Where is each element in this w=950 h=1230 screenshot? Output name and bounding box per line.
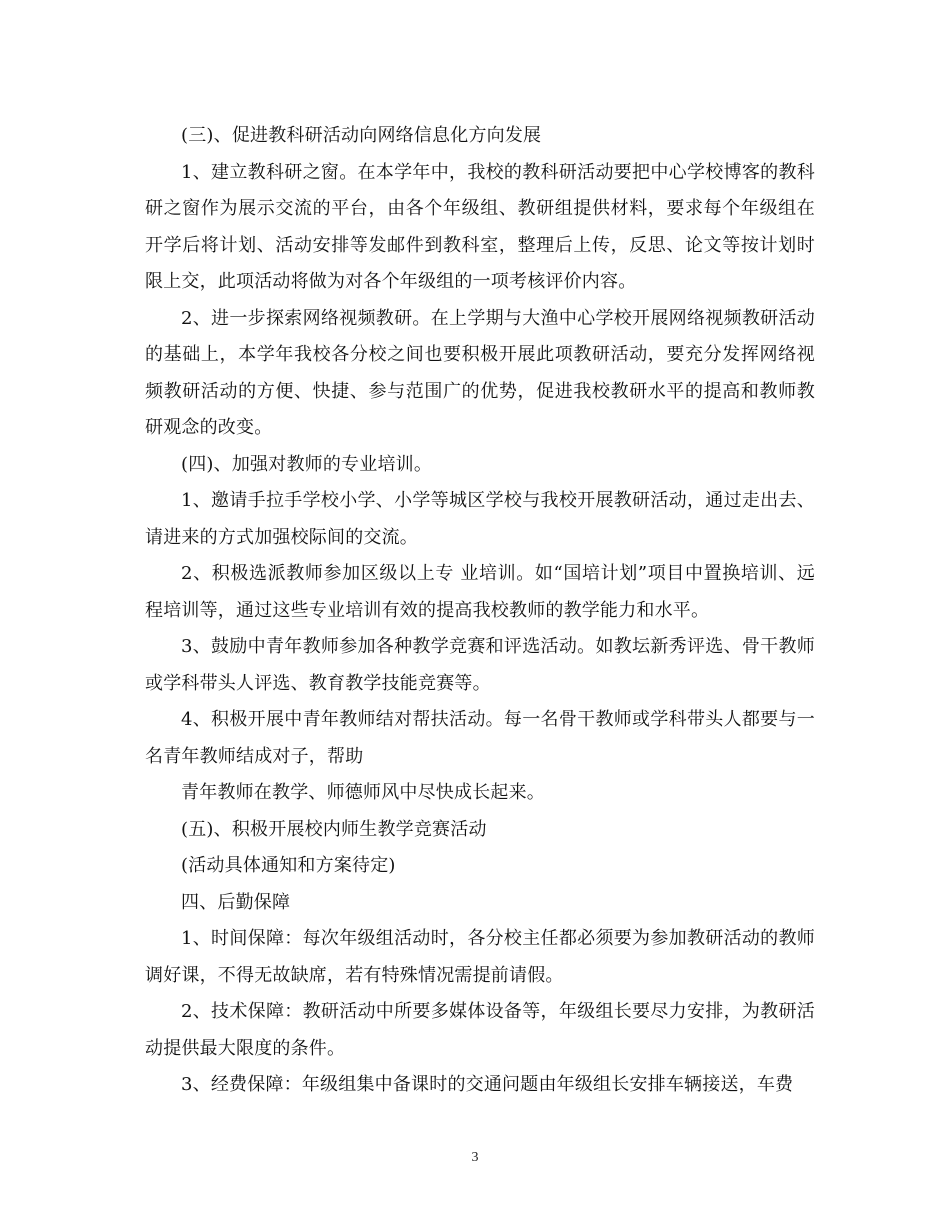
- paragraph-mentoring: 4、积极开展中青年教师结对帮扶活动。每一名骨干教师或学科带头人都要与一名青年教师结成对子，帮助: [145, 709, 815, 767]
- paragraph-mentoring-continued: 青年教师在教学、师德师风中尽快成长起来。: [181, 782, 545, 803]
- paragraph-funding-guarantee: 3、经费保障：年级组集中备课时的交通问题由年级组长安排车辆接送，车费: [181, 1074, 794, 1095]
- paragraph-competitions: 3、鼓励中青年教师参加各种教学竞赛和评选活动。如教坛新秀评选、骨干教师或学科带头人评选、教育教学技能竞赛等。: [145, 636, 815, 694]
- paragraph-tech-guarantee: 2、技术保障：教研活动中所要多媒体设备等，年级组长要尽力安排，为教研活动提供最大限度的条件。: [145, 1001, 815, 1059]
- paragraph-training-selection: 2、积极选派教师参加区级以上专 业培训。如“国培计划”项目中置换培训、远程培训等，通过这些专业培训有效的提高我校教师的教学能力和水平。: [145, 563, 815, 621]
- paragraph-section-5-heading: (五)、积极开展校内师生教学竞赛活动: [181, 818, 487, 840]
- paragraph-invite-schools: 1、邀请手拉手学校小学、小学等城区学校与我校开展教研活动，通过走出去、请进来的方式加强校际间的交流。: [145, 490, 815, 548]
- paragraph-time-guarantee: 1、时间保障：每次年级组活动时，各分校主任都必须要为参加教研活动的教师调好课，不得无故缺席，若有特殊情况需提前请假。: [145, 928, 815, 986]
- paragraph-research-window: 1、建立教科研之窗。在本学年中，我校的教科研活动要把中心学校博客的教科研之窗作为展示交流的平台，由各个年级组、教研组提供材料，要求每个年级组在开学后将计划、活动安排等发邮件到教科室，整理后上传，反思、论文等按计划时限上交，此项活动将做为对各个年级组的一项考核评价内容。: [145, 161, 815, 292]
- paragraph-logistics-heading: 四、后勤保障: [181, 891, 291, 913]
- paragraph-video-research: 2、进一步探索网络视频教研。在上学期与大渔中心学校开展网络视频教研活动的基础上，本学年我校各分校之间也要积极开展此项教研活动，要充分发挥网络视频教研活动的方便、快捷、参与范围广的优势，促进我校教研水平的提高和教师教研观念的改变。: [145, 307, 815, 438]
- paragraph-section-3-heading: (三)、促进教科研活动向网络信息化方向发展: [181, 125, 542, 146]
- paragraph-activity-note: (活动具体通知和方案待定): [181, 855, 396, 876]
- page-number: 3: [471, 1150, 479, 1165]
- document-body: [145, 118, 815, 1104]
- paragraph-section-4-heading: (四)、加强对教师的专业培训。: [181, 453, 433, 475]
